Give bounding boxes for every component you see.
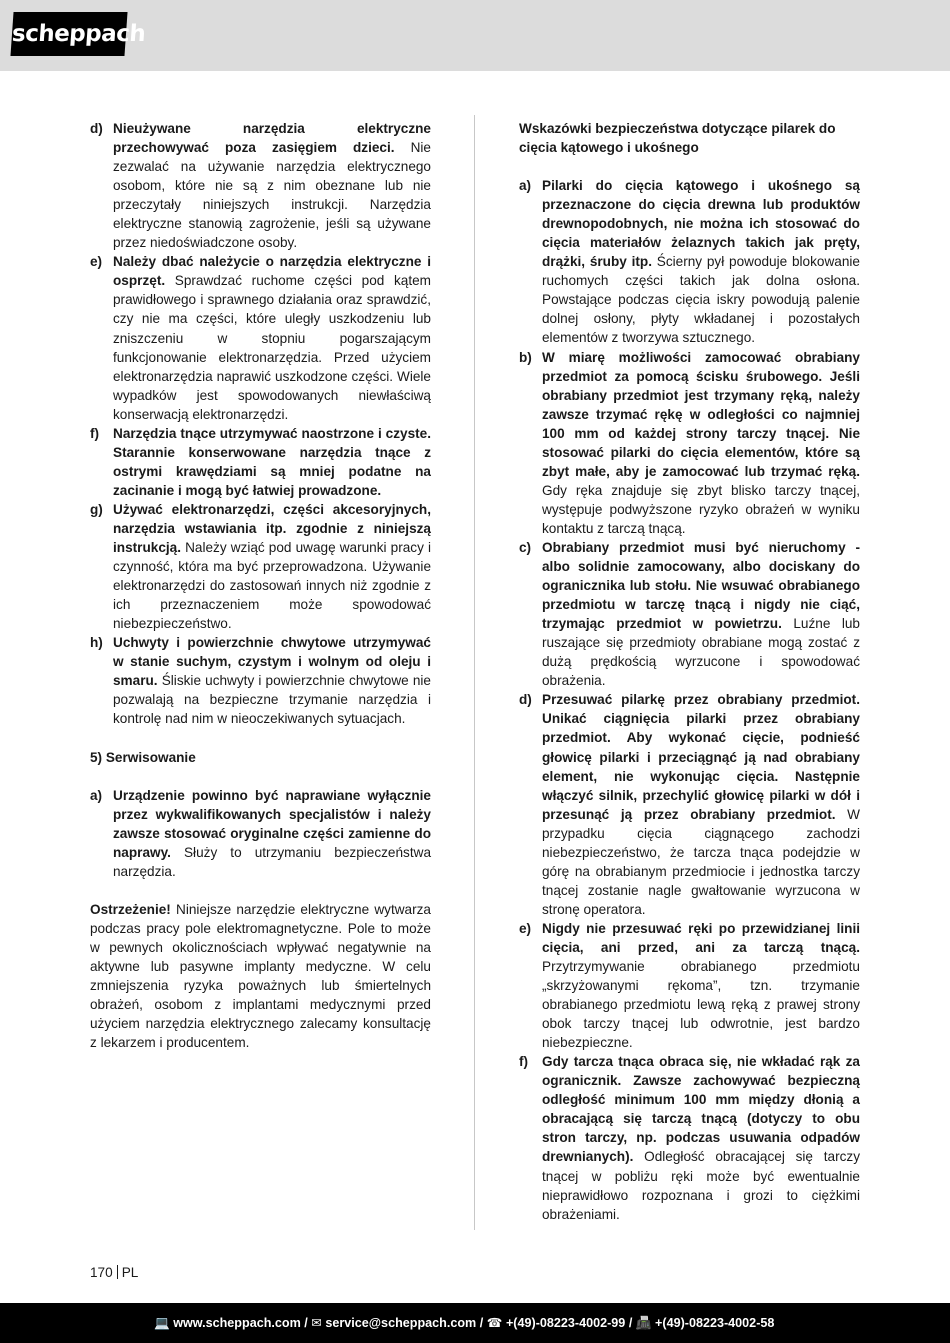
left-column [90,119,431,1052]
item-text: Ścierny pył powoduje blokowanie ruchomych części takich jak dolna osłona. Powstające podczas cięcia iskry powodują palenie dolnej osłony, płyty wkładanej i pozostałych elementów z tworzywa sztucznego. [542,254,860,346]
item-text: Śliskie uchwyty i powierzchnie chwytowe nie pozwalają na bezpieczne trzymanie narzędzia i kontrolę nad nim w nieoczekiwanych sytuacjach. [113,673,431,727]
item-bold-text: Narzędzia tnące utrzymywać naostrzone i czyste. Starannie konserwowane narzędzia tnące z ostrymi krawędziami są mniej podatne na zacinanie i mogą być łatwiej prowadzone. [113,425,431,498]
item-text: Służy to utrzymaniu bezpieczeństwa narzędzia. [113,844,431,879]
item-bold-text: Gdy tarcza tnąca obraca się, nie wkładać rąk za ogranicznik. Zawsze zachowywać bezpieczną odległość minimum 100 mm między dłonią a obracającą się tarczą tnącą (dotyczy to obu stron tarczy, np. podczas usuwania odpadów drewnianych). [542,1054,860,1165]
footer-phone: +(49)-08223-4002-99 [505,1316,626,1330]
item-marker: a) [519,178,532,194]
list-item-c [519,538,860,690]
column-divider [474,115,475,1230]
item-marker: f) [519,1054,529,1070]
footer-fax: +(49)-08223-4002-58 [655,1316,775,1330]
warning-paragraph [90,900,431,1052]
item-text: Należy wziąć pod uwagę warunki pracy i czynność, która ma być przeprowadzona. Używanie elektronarzędzi do zastosowań innych niż zgodnie z ich przeznaczeniem może spowodować niebezpieczeństwo. [113,540,431,632]
list-item-d [519,690,860,919]
item-bold-text: W miarę możliwości zamocować obrabiany przedmiot za pomocą ścisku śrubowego. Jeśli obrabiany przedmiot jest trzymany ręką, należy zawsze trzymać rękę w odległości co najmniej 100 mm od każdej strony tarczy tnącej. Nie stosować pilarki do cięcia elementów, które są zbyt małe, aby je zamocować lub trzymać ręką. [542,349,860,479]
mail-icon: ✉ [311,1316,322,1330]
item-bold-text: Nigdy nie przesuwać ręki po przewidzianej linii cięcia, ani przed, ani za tarczą tnącą. [542,920,860,955]
list-item-d [90,119,431,252]
page-number [90,1265,138,1280]
footer-contact-bar: 💻 www.scheppach.com / ✉ service@scheppach.com / ☎ +(49)-08223-4002-99 / 📠 +(49)-08223-4002-58 [0,1303,950,1343]
item-marker: e) [90,254,103,270]
list-item-h [90,633,431,728]
item-bold-text: Nieużywane narzędzia elektryczne przechowywać poza zasięgiem dzieci. [113,121,431,156]
footer-website[interactable]: www.scheppach.com [173,1316,301,1330]
list-item-service-a [90,786,431,881]
item-marker: f) [90,425,100,441]
list-item-f [90,424,431,500]
item-bold-text: Używać elektronarzędzi, części akcesoryjnych, narzędzia wstawiania itp. zgodnie z niniejszą instrukcją. [113,501,431,556]
item-marker: e) [519,920,532,936]
item-bold-text: Obrabiany przedmiot musi być nieruchomy - albo solidnie zamocowany, albo dociskany do ogranicznika lub stołu. Nie wsuwać obrabianego przedmiotu w tarczę tnącą i nigdy nie ciąć, trzymając przedmiot w powietrzu. [542,539,860,632]
item-bold-text: Przesuwać pilarkę przez obrabiany przedmiot. Unikać ciągnięcia pilarki przez obrabiany przedmiot. Aby wykonać cięcie, podnieść głowicę pilarki i przeciągnąć ją nad obrabiany element, nie wykonując cięcia. Następnie włączyć silnik, przechylić głowicę pilarki w dół i przesunąć ją przez obrabiany przedmiot. [542,692,860,822]
item-bold-text: Należy dbać należycie o narzędzia elektryczne i osprzęt. [113,254,431,289]
item-marker: b) [519,349,532,365]
warning-text: Niniejsze narzędzie elektryczne wytwarza podczas pracy pole elektromagnetyczne. Pole to może w pewnych okolicznościach wpływać negatywnie na aktywne lub pasywne implanty medyczne. W celu zmniejszenia ryzyka poważnych lub śmiertelnych obrażeń, osobom z implantami medycznymi przed użyciem narzędzia elektrycznego zalecamy konsultację z lekarzem i producentem. [90,901,431,1051]
item-text: Sprawdzać ruchome części pod kątem prawidłowego i sprawnego działania oraz sprawdzić, czy nie ma części, które uległy uszkodzeniu lub zniszczeniu w stopniu pogarszającym funkcjonowanie elektronarzędzia. Przed użyciem elektronarzędzia naprawić uszkodzone części. Wiele wypadków jest spowodowanych niewłaściwą konserwacją elektronarzędzi. [113,273,431,422]
footer-email[interactable]: service@scheppach.com [325,1316,477,1330]
item-text: Gdy ręka znajduje się zbyt blisko tarczy tnącej, występuje podwyższone ryzyko obrażeń w wyniku kontaktu z tarczą tnącą. [542,482,860,536]
header-band [0,0,950,71]
list-item-e [90,252,431,423]
item-marker: c) [519,539,532,555]
phone-icon: ☎ [486,1316,503,1330]
item-marker: h) [90,635,103,651]
list-item-g [90,500,431,633]
fax-icon: 📠 [635,1316,652,1330]
list-item-b [519,348,860,538]
item-marker: d) [519,692,532,708]
computer-icon: 💻 [154,1316,170,1330]
item-text: Przytrzymywanie obrabianego przedmiotu „skrzyżowanymi rękoma”, tzn. trzymanie obrabianego przedmiotu lewą ręką z prawej strony obok tarczy tnącej lub odwrotnie, jest bardzo niebezpieczne. [542,959,860,1051]
item-text: Nie zezwalać na używanie narzędzia elektrycznego osobom, które nie są z nim obeznane lub nie przeczytały niniejszych instrukcji. Narzędzia elektryczne stanowią zagrożenie, jeśli są używane przez niedoświadczone osoby. [113,140,431,251]
item-text: W przypadku cięcia ciągnącego zachodzi niebezpieczeństwo, że tarcza tnąca podejdzie w górę na obrabianym przedmiocie i jednostka tarczy tnącej zostanie nagle gwałtowanie wyrzucona w stronę operatora. [542,806,860,917]
page-number-separator [117,1265,118,1279]
list-item-a [519,176,860,347]
item-bold-text: Uchwyty i powierzchnie chwytowe utrzymywać w stanie suchym, czystym i wolnym od oleju i smaru. [113,635,431,689]
section-heading-miter-saw: Wskazówki bezpieczeństwa dotyczące pilarek do cięcia kątowego i ukośnego [519,121,836,156]
right-column [519,119,860,1224]
item-marker: a) [90,787,103,803]
item-bold-text: Urządzenie powinno być naprawiane wyłącznie przez wykwalifikowanych specjalistów i należy zawsze stosować oryginalne części zamienne do naprawy. [113,787,431,860]
item-marker: g) [90,501,103,517]
item-marker: d) [90,121,103,136]
item-text: Odległość obracającej się tarczy tnącej w pobliżu ręki może być ewentualnie nieprawidłowo rozpoznana i grozi to ciężkimi obrażeniami. [542,1149,860,1222]
list-item-f [519,1052,860,1223]
item-bold-text: Pilarki do cięcia kątowego i ukośnego są przeznaczone do cięcia drewna lub produktów drewnopodobnych, nie można ich stosować do cięcia materiałów żelaznych takich jak pręty, drążki, śruby itp. [542,178,860,270]
page-language: PL [121,1265,139,1280]
warning-label: Ostrzeżenie! [90,901,171,917]
list-item-e [519,919,860,1052]
page-number-value: 170 [90,1265,113,1280]
section-heading-servicing: 5) Serwisowanie [90,749,196,765]
item-text: Luźne lub ruszające się przedmioty obrabiane mogą zostać z dużą prędkością wyrzucone i spowodować obrażenia. [542,616,860,689]
scheppach-logo: scheppach [10,12,127,56]
